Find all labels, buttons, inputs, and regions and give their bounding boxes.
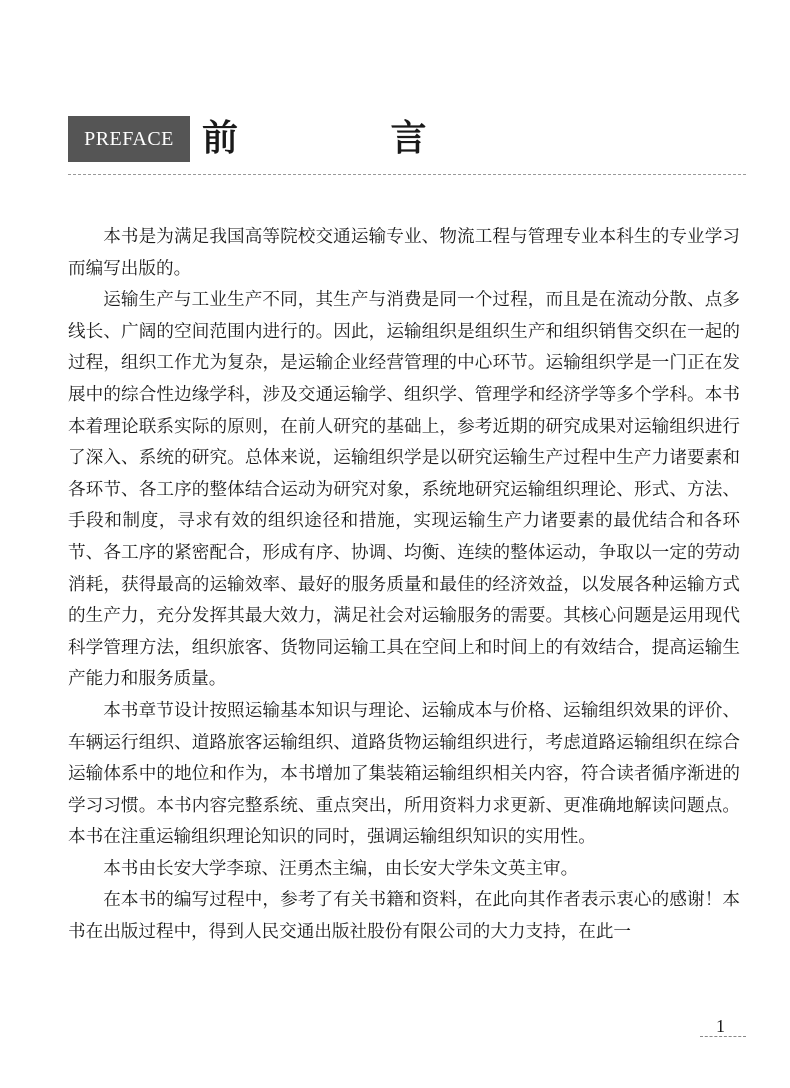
page-title: 前 言 [202,117,497,159]
page-number-ornament [700,1036,746,1037]
paragraph: 在本书的编写过程中，参考了有关书籍和资料，在此向其作者表示衷心的感谢！本书在出版过程中，得到人民交通出版社股份有限公司的大力支持，在此一 [68,890,740,943]
preface-body [68,222,740,949]
header-divider [68,174,746,175]
chapter-header [68,116,748,166]
paragraph: 本书是为满足我国高等院校交通运输专业、物流工程与管理专业本科生的专业学习而编写出版的。 [68,227,740,279]
paragraph: 本书由长安大学李琼、汪勇杰主编，由长安大学朱文英主审。 [103,858,579,879]
page-number: 1 [716,1016,725,1036]
preface-badge: PREFACE [68,116,190,162]
paragraph: 运输生产与工业生产不同，其生产与消费是同一个过程，而且是在流动分散、点多线长、广阔的空间范围内进行的。因此，运输组织是组织生产和组织销售交织在一起的过程，组织工作尤为复杂，是运输企业经营管理的中心环节。运输组织学是一门正在发展中的综合性边缘学科，涉及交通运输学、组织学、管理学和经济学等多个学科。本书本着理论联系实际的原则，在前人研究的基础上，参考近期的研究成果对运输组织进行了深入、系统的研究。总体来说，运输组织学是以研究运输生产过程中生产力诸要素和各环节、各工序的整体结合运动为研究对象，系统地研究运输组织理论、形式、方法、手段和制度，寻求有效的组织途径和措施，实现运输生产力诸要素的最优结合和各环节、各工序的紧密配合，形成有序、协调、均衡、连续的整体运动，争取以一定的劳动消耗，获得最高的运输效率、最好的服务质量和最佳的经济效益，以发展各种运输方式的生产力，充分发挥其最大效力，满足社会对运输服务的需要。其核心问题是运用现代科学管理方法，组织旅客、货物同运输工具在空间上和时间上的有效结合，提高运输生产能力和服务质量。 [68,290,740,690]
paragraph: 本书章节设计按照运输基本知识与理论、运输成本与价格、运输组织效果的评价、车辆运行组织、道路旅客运输组织、道路货物运输组织进行，考虑道路运输组织在综合运输体系中的地位和作为，本书增加了集装箱运输组织相关内容，符合读者循序渐进的学习习惯。本书内容完整系统、重点突出，所用资料力求更新、更准确地解读问题点。本书在注重运输组织理论知识的同时，强调运输组织知识的实用性。 [68,700,740,848]
